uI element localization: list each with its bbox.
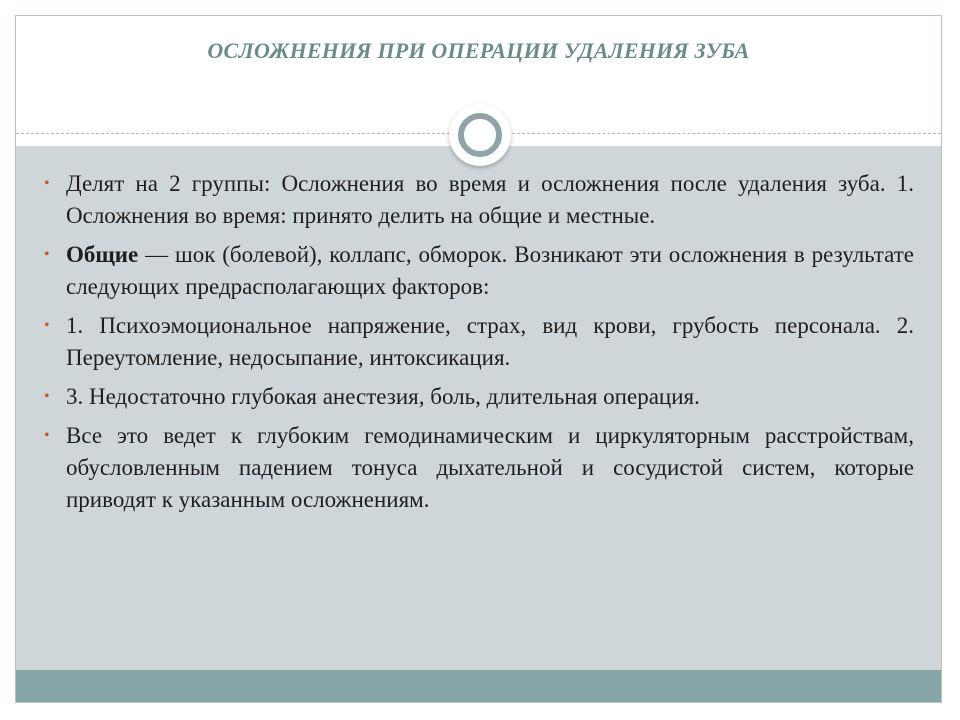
- ring-ornament-icon: [449, 104, 511, 166]
- bullet-text: Все это ведет к глубоким гемодинамическим и циркуляторным расстройствам, обусловленным падением тонуса дыхательной и сосудистой систем, которые приводят к указанным осложнениям.: [66, 423, 914, 512]
- bullet-item: [44, 239, 914, 303]
- bullet-marker: •: [44, 317, 50, 334]
- ring-ornament-inner: [458, 113, 502, 157]
- bullet-text: — шок (болевой), коллапс, обморок. Возникают эти осложнения в результате следующих предрасполагающих факторов:: [66, 242, 914, 299]
- bullet-item: [44, 420, 914, 516]
- bullet-marker: •: [44, 175, 50, 192]
- bullet-marker: •: [44, 388, 50, 405]
- bullet-text: 3. Недостаточно глубокая анестезия, боль, длительная операция.: [66, 384, 700, 409]
- bullet-text: Делят на 2 группы: Осложнения во время и осложнения после удаления зуба. 1. Осложнения во время: принято делить на общие и местные.: [66, 171, 914, 228]
- bullet-marker: •: [44, 246, 50, 263]
- bullet-text: 1. Психоэмоциональное напряжение, страх, вид крови, грубость персонала. 2. Переутомление, недосыпание, интоксикация.: [66, 313, 914, 370]
- bullet-bold-term: Общие: [66, 242, 139, 267]
- bullet-item: [44, 168, 914, 232]
- bullet-list: [44, 168, 914, 523]
- bullet-item: [44, 310, 914, 374]
- bullet-item: [44, 381, 914, 413]
- slide-title: ОСЛОЖНЕНИЯ ПРИ ОПЕРАЦИИ УДАЛЕНИЯ ЗУБА: [207, 38, 750, 63]
- bullet-marker: •: [44, 427, 50, 444]
